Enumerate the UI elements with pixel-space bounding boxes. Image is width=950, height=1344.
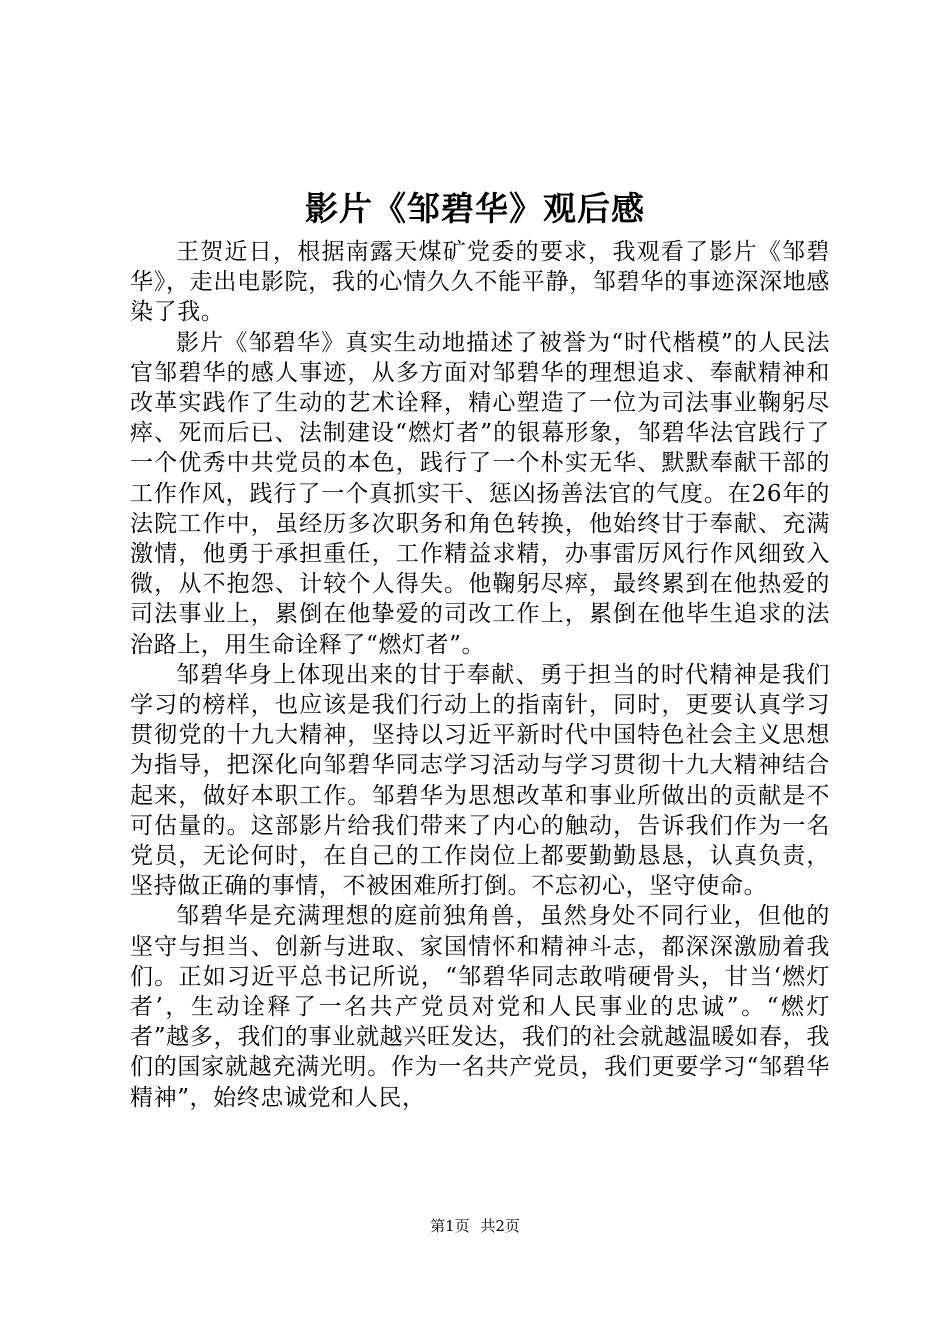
paragraph-3: 邹碧华身上体现出来的甘于奉献、勇于担当的时代精神是我们学习的榜样，也应该是我们行动上的指南针，同时，更要认真学习贯彻党的十九大精神，坚持以习近平新时代中国特色社会主义思想为指导，把深化向邹碧华同志学习活动与学习贯彻十九大精神结合起来，做好本职工作。邹碧华为思想改革和事业所做出的贡献是不可估量的。这部影片给我们带来了内心的触动，告诉我们作为一名党员，无论何时，在自己的工作岗位上都要勤勤恳恳，认真负责，坚持做正确的事情，不被困难所打倒。不忘初心，坚守使命。 <box>130 661 830 900</box>
paragraph-4: 邹碧华是充满理想的庭前独角兽，虽然身处不同行业，但他的坚守与担当、创新与进取、家国情怀和精神斗志，都深深激励着我们。正如习近平总书记所说，“邹碧华同志敢啃硬骨头，甘当‘燃灯者’，生动诠释了一名共产党员对党和人民事业的忠诚”。“燃灯者”越多，我们的事业就越兴旺发达，我们的社会就越温暖如春，我们的国家就越充满光明。作为一名共产党员，我们更要学习“邹碧华精神”，始终忠诚党和人民， <box>130 903 830 1111</box>
page-total: 共2页 <box>480 1217 520 1235</box>
page-footer <box>0 1216 950 1236</box>
document-body <box>130 237 830 1113</box>
paragraph-1: 王贺近日，根据南露天煤矿党委的要求，我观看了影片《邹碧华》，走出电影院，我的心情久久不能平静，邹碧华的事迹深深地感染了我。 <box>130 239 830 326</box>
document-title: 影片《邹碧华》观后感 <box>305 189 645 228</box>
paragraph-2: 影片《邹碧华》真实生动地描述了被誉为“时代楷模”的人民法官邹碧华的感人事迹，从多方面对邹碧华的理想追求、奉献精神和改革实践作了生动的艺术诠释，精心塑造了一位为司法事业鞠躬尽瘁、死而后已、法制建设“燃灯者”的银幕形象，邹碧华法官践行了一个优秀中共党员的本色，践行了一个朴实无华、默默奉献干部的工作作风，践行了一个真抓实干、惩凶扬善法官的气度。在26年的法院工作中，虽经历多次职务和角色转换，他始终甘于奉献、充满激情，他勇于承担重任，工作精益求精，办事雷厉风行作风细致入微，从不抱怨、计较个人得失。他鞠躬尽瘁，最终累到在他热爱的司法事业上，累倒在他挚爱的司改工作上，累倒在他毕生追求的法治路上，用生命诠释了“燃灯者”。 <box>130 329 830 658</box>
page-number: 第1页 <box>430 1217 470 1235</box>
